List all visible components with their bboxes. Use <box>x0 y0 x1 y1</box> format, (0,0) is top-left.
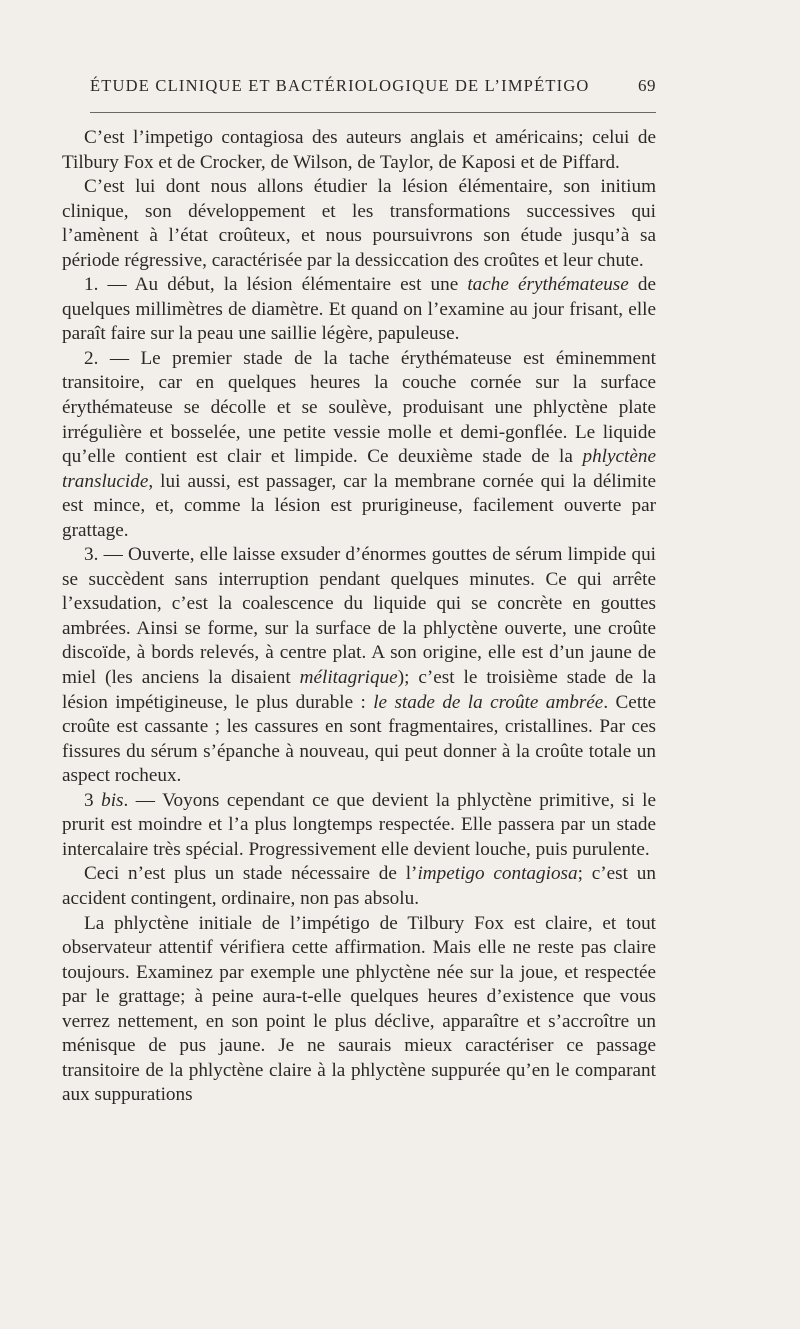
italic-term: mélitagrique <box>299 667 398 689</box>
italic-term: phlyctène translucide <box>62 446 656 492</box>
italic-term: tache érythémateuse <box>467 274 629 296</box>
italic-term: impetigo contagiosa <box>417 863 578 885</box>
running-title: ÉTUDE CLINIQUE ET BACTÉRIOLOGIQUE DE L’IMPÉTIGO <box>90 76 590 95</box>
paragraph: La phlyctène initiale de l’impétigo de Tilbury Fox est claire, et tout observateur attentif vérifiera cette affirmation. Mais elle ne reste pas claire toujours. Examinez par exemple une phlyctène née sur la joue, et respectée par le grattage; à peine aura-t-elle quelques heures d’existence que vous verrez nettement, en son point le plus déclive, apparaître et s’accroître un ménisque de pus jaune. Je ne saurais mieux caractériser ce passage transitoire de la phlyctène claire à la phlyctène suppurée qu’en le comparant aux suppurations <box>62 912 656 1106</box>
header-rule <box>90 112 656 113</box>
paragraph: 3 bis. — Voyons cependant ce que devient la phlyctène primitive, si le prurit est moindre et l’a plus longtemps respectée. Elle passera par un stade intercalaire très spécial. Progressivement elle devient louche, puis purulente. <box>62 789 657 860</box>
paragraph: C’est l’impetigo contagiosa des auteurs anglais et américains; celui de Tilbury Fox et de Crocker, de Wilson, de Taylor, de Kaposi et de Piffard. <box>62 127 656 173</box>
italic-term: le stade de la croûte ambrée <box>373 691 604 713</box>
paragraph: 3. — Ouverte, elle laisse exsuder d’énormes gouttes de sérum limpide qui se succèdent sans interruption pendant quelques minutes. Ce qui arrête l’exsudation, c’est la coalescence du liquide qui se concrète en gouttes ambrées. Ainsi se forme, sur la surface de la phlyctène ouverte, une croûte discoïde, à bords relevés, à centre plat. A son origine, elle est d’un jaune de miel (les anciens la disaient mélitagrique); c’est le troisième stade de la lésion impétigineuse, le plus durable : le stade de la croûte ambrée. Cette croûte est cassante ; les cassures en sont fragmentaires, cristallines. Par ces fissures du sérum s’épanche à nouveau, qui peut donner à la croûte totale un aspect rocheux. <box>62 544 656 787</box>
paragraph: 2. — Le premier stade de la tache érythémateuse est éminemment transitoire, car en quelques heures la couche cornée sur la surface érythémateuse se décolle et se soulève, produisant une phlyctène plate irrégulière et bosselée, une petite vessie molle et demi-gonflée. Le liquide qu’elle contient est clair et limpide. Ce deuxième stade de la phlyctène translucide, lui aussi, est passager, car la membrane cornée qui la délimite est mince, et, comme la lésion est prurigineuse, facilement ouverte par grattage. <box>62 347 656 541</box>
italic-term: bis <box>101 789 124 811</box>
paragraph: 1. — Au début, la lésion élémentaire est une tache érythémateuse de quelques millimètres de diamètre. Et quand on l’examine au jour frisant, elle paraît faire sur la peau une saillie légère, papuleuse. <box>62 274 656 345</box>
page-number: 69 <box>638 76 656 95</box>
paragraph: Ceci n’est plus un stade nécessaire de l’impetigo contagiosa; c’est un accident contingent, ordinaire, non pas absolu. <box>62 863 656 909</box>
page-header <box>90 76 656 96</box>
paragraph: C’est lui dont nous allons étudier la lésion élémentaire, son initium clinique, son développement et les transformations successives qui l’amènent à l’état croûteux, et nous poursuivrons son étude jusqu’à sa période régressive, caractérisée par la dessiccation des croûtes et leur chute. <box>62 176 656 271</box>
body-text <box>62 126 656 1108</box>
